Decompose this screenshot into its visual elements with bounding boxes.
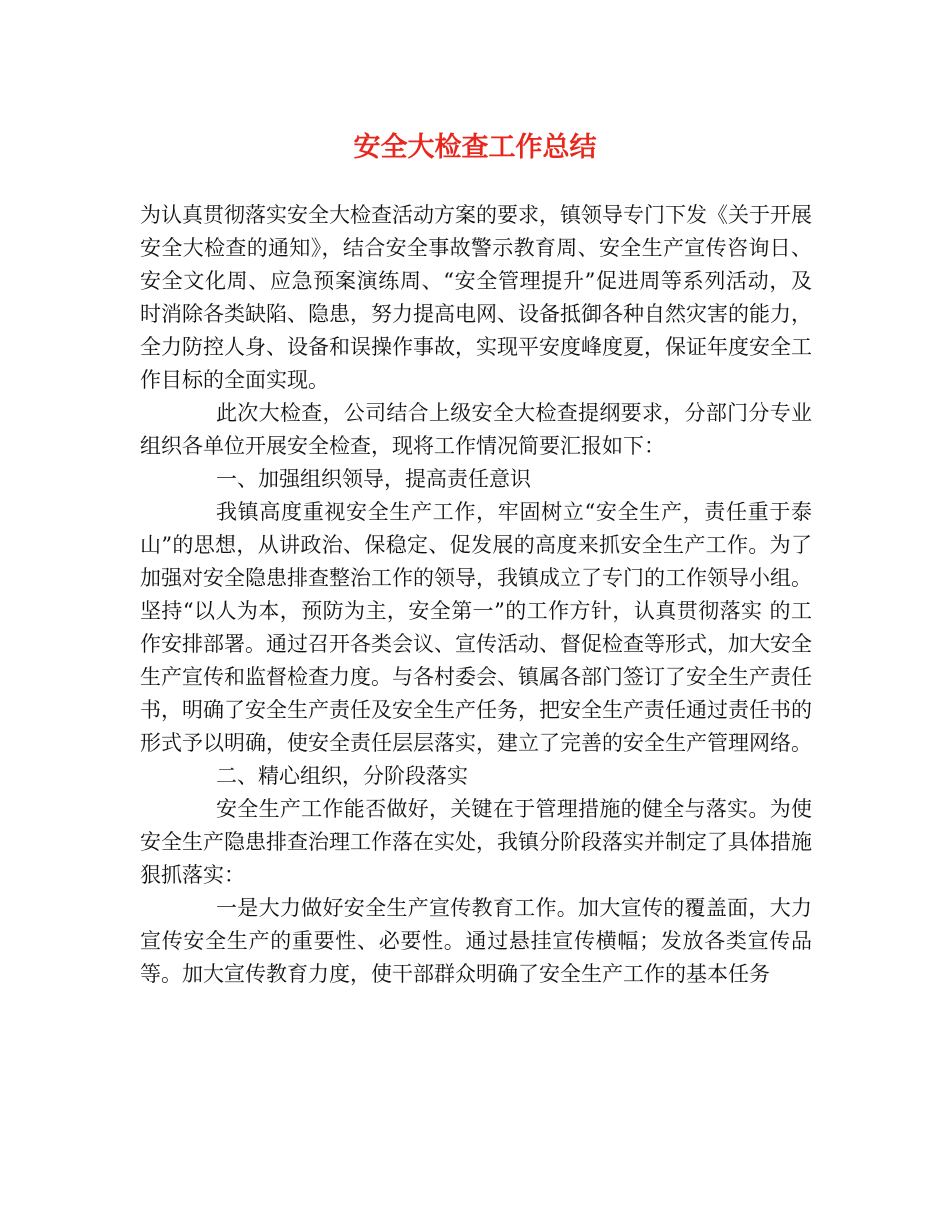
section-heading-1: 一、加强组织领导，提高责任意识	[216, 467, 531, 491]
section-heading-2: 二、精心组织，分阶段落实	[216, 764, 468, 788]
document-title: 安全大检查工作总结	[353, 132, 597, 163]
paragraph-overview: 此次大检查，公司结合上级安全大检查提纲要求，分部门分专业组织各单位开展安全检查，现将工作情况简要汇报如下：	[140, 401, 812, 458]
paragraph-section-1: 我镇高度重视安全生产工作，牢固树立“安全生产，责任重于泰山”的思想，从讲政治、保稳定、促发展的高度来抓安全生产工作。为了加强对安全隐患排查整治工作的领导，我镇成立了专门的工作领导小组。坚持“以人为本，预防为主，安全第一”的工作方针，认真贯彻落实 的工作安排部署。通过召开各类会议、宣传活动、督促检查等形式，加大安全生产宣传和监督检查力度。与各村委会、镇属各部门签订了安全生产责任书，明确了安全生产责任及安全生产任务，把安全生产责任通过责任书的形式予以明确，使安全责任层层落实，建立了完善的安全生产管理网络。	[140, 500, 812, 755]
paragraph-intro: 为认真贯彻落实安全大检查活动方案的要求，镇领导专门下发《关于开展安全大检查的通知》，结合安全事故警示教育周、安全生产宣传咨询日、安全文化周、应急预案演练周、“安全管理提升”促进周等系列活动，及时消除各类缺陷、隐患，努力提高电网、设备抵御各种自然灾害的能力，全力防控人身、设备和误操作事故，实现平安度峰度夏，保证年度安全工作目标的全面实现。	[140, 203, 812, 392]
document-body	[140, 199, 812, 991]
paragraph-section-2: 安全生产工作能否做好，关键在于管理措施的健全与落实。为使安全生产隐患排查治理工作落在实处，我镇分阶段落实并制定了具体措施狠抓落实：	[140, 797, 812, 887]
paragraph-item-1: 一是大力做好安全生产宣传教育工作。加大宣传的覆盖面，大力宣传安全生产的重要性、必要性。通过悬挂宣传横幅；发放各类宣传品等。加大宣传教育力度，使干部群众明确了安全生产工作的基本任务	[140, 896, 812, 986]
